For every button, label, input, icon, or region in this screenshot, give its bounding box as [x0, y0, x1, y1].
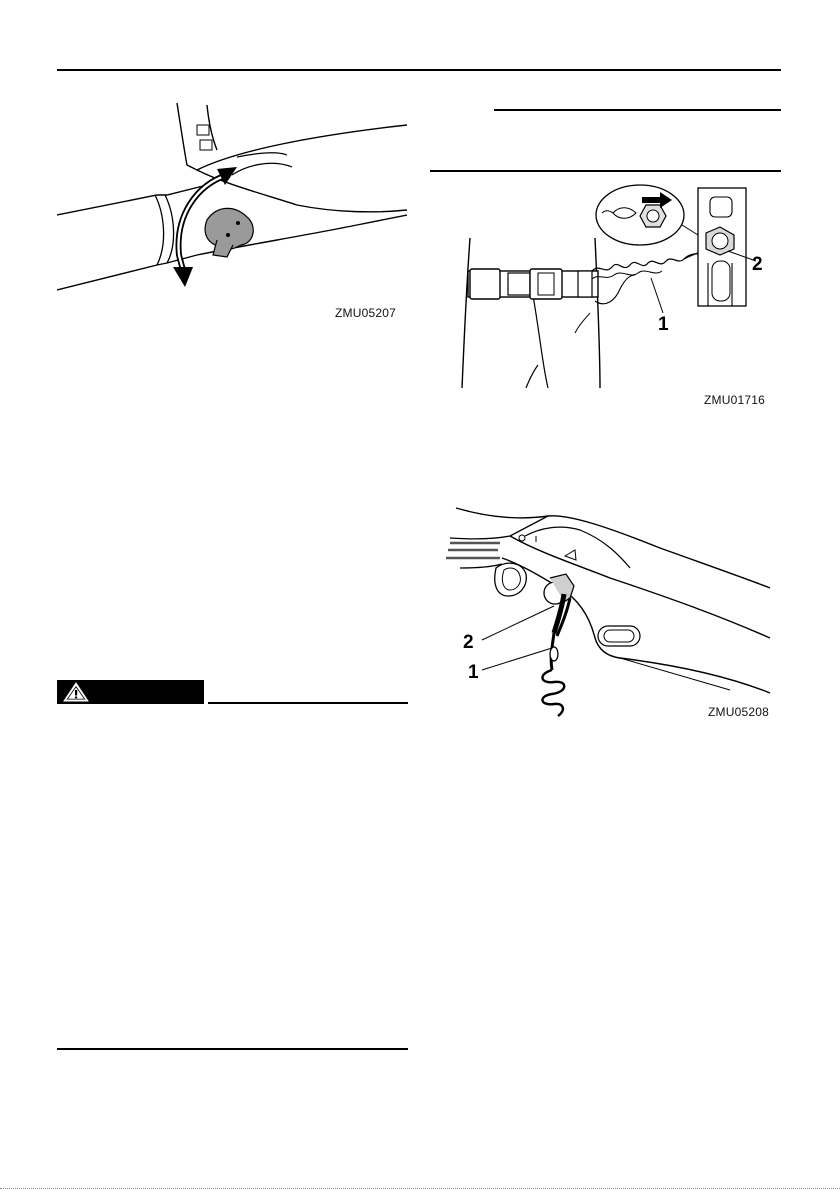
right-column-section-rule — [430, 170, 781, 172]
page-bottom-edge — [0, 1188, 840, 1189]
right-column-top-rule — [494, 109, 781, 111]
callout-lanyard-2: 2 — [752, 254, 763, 275]
header-rule — [57, 69, 781, 71]
callout-stop-switch-1: 1 — [468, 662, 479, 683]
warning-rule-top — [208, 702, 408, 704]
warning-triangle-icon — [63, 682, 89, 702]
callout-lanyard-1: 1 — [658, 314, 669, 335]
callout-stop-switch-2: 2 — [463, 632, 474, 653]
lanyard-belt-figure — [430, 183, 781, 388]
tilt-lever-figure — [57, 95, 407, 325]
warning-badge — [57, 680, 204, 704]
figure-code-stop-switch: ZMU05208 — [708, 705, 769, 719]
warning-rule-bottom — [57, 1048, 408, 1050]
stop-switch-figure — [430, 498, 781, 718]
figure-code-tilt-lever: ZMU05207 — [335, 306, 396, 320]
figure-code-lanyard-belt: ZMU01716 — [704, 393, 765, 407]
